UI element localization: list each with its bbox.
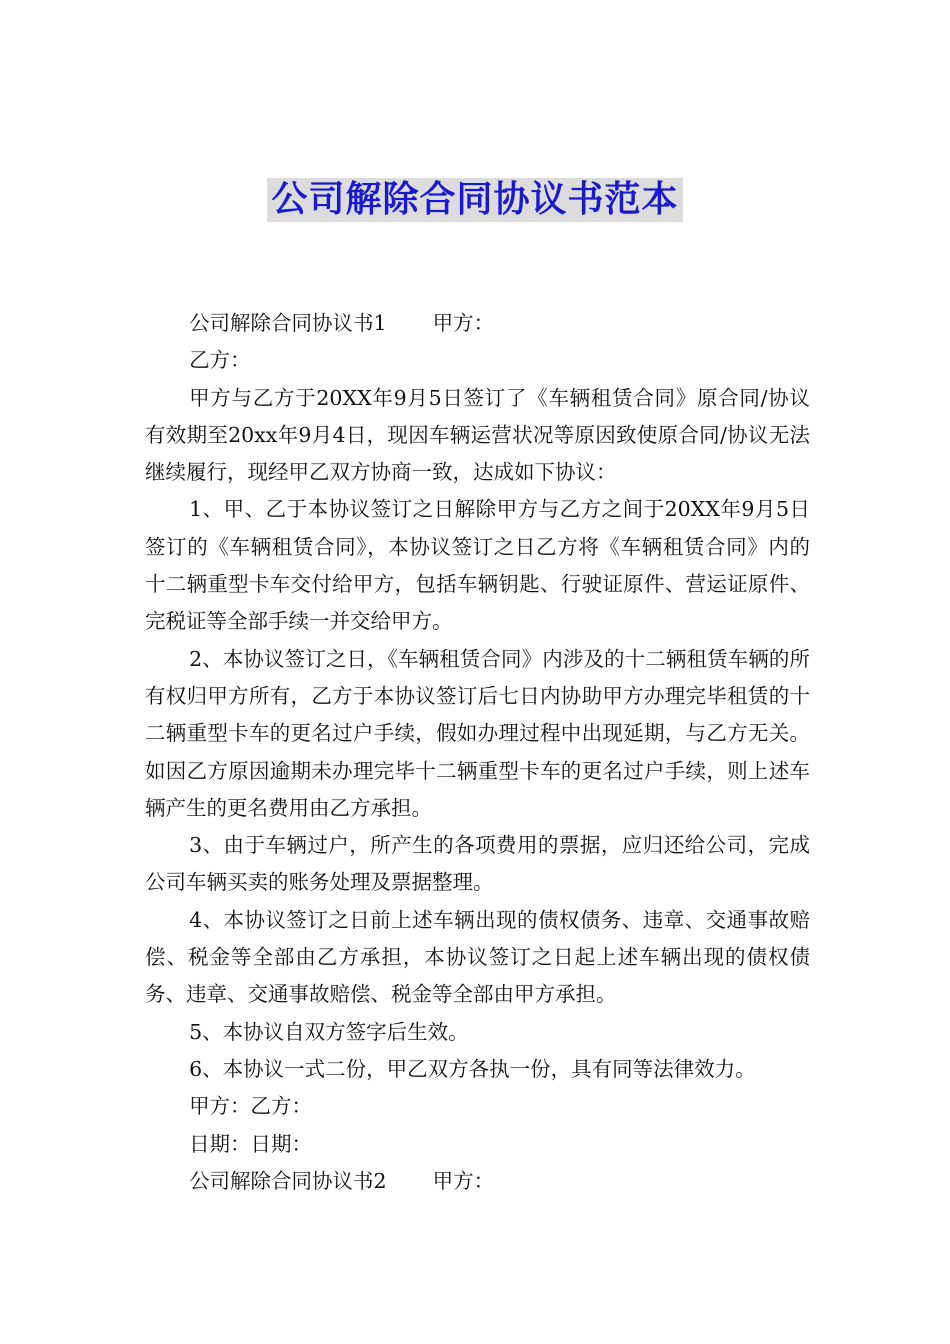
- party-b-line: 乙方：: [189, 348, 251, 373]
- clause-1: 1、甲、乙于本协议签订之日解除甲方与乙方之间于20XX年9月5日签订的《车辆租赁合同》，本协议签订之日乙方将《车辆租赁合同》内的十二辆重型卡车交付给甲方，包括车辆钥匙、行驶证原件、营运证原件、完税证等全部手续一并交给甲方。: [145, 497, 810, 634]
- document-body: [145, 305, 810, 1200]
- party-a-label: 甲方：: [432, 311, 495, 335]
- clause-5: 5、本协议自双方签字后生效。: [189, 1019, 469, 1044]
- clause-3: 3、由于车辆过户，所产生的各项费用的票据，应归还给公司，完成公司车辆买卖的账务处理及票据整理。: [145, 833, 810, 895]
- clause-2: 2、本协议签订之日，《车辆租赁合同》内涉及的十二辆租赁车辆的所有权归甲方所有，乙方于本协议签订后七日内协助甲方办理完毕租赁的十二辆重型卡车的更名过户手续，假如办理过程中出现延期，与乙方无关。如因乙方原因逾期未办理完毕十二辆重型卡车的更名过户手续，则上述车辆产生的更名费用由乙方承担。: [145, 646, 810, 820]
- title-container: [0, 178, 950, 222]
- party-a-label: 甲方：: [432, 1168, 495, 1193]
- section-heading-1: [145, 305, 810, 342]
- clause-6: 6、本协议一式二份，甲乙双方各执一份，具有同等法律效力。: [189, 1056, 756, 1081]
- date-line: 日期：日期：: [189, 1131, 313, 1156]
- intro-paragraph: 甲方与乙方于20XX年9月5日签订了《车辆租赁合同》原合同/协议有效期至20xx年9月4日，现因车辆运营状况等原因致使原合同/协议无法继续履行，现经甲乙双方协商一致，达成如下协议：: [145, 385, 810, 485]
- section-heading-label: 公司解除合同协议书2: [189, 1168, 387, 1193]
- section-heading-label: 公司解除合同协议书1: [189, 311, 387, 335]
- section-heading-2: [145, 1163, 810, 1200]
- signature-line: 甲方：乙方：: [189, 1094, 313, 1119]
- clause-4: 4、本协议签订之日前上述车辆出现的债权债务、违章、交通事故赔偿、税金等全部由乙方承担，本协议签订之日起上述车辆出现的债权债务、违章、交通事故赔偿、税金等全部由甲方承担。: [145, 907, 810, 1007]
- document-title: 公司解除合同协议书范本: [267, 178, 682, 222]
